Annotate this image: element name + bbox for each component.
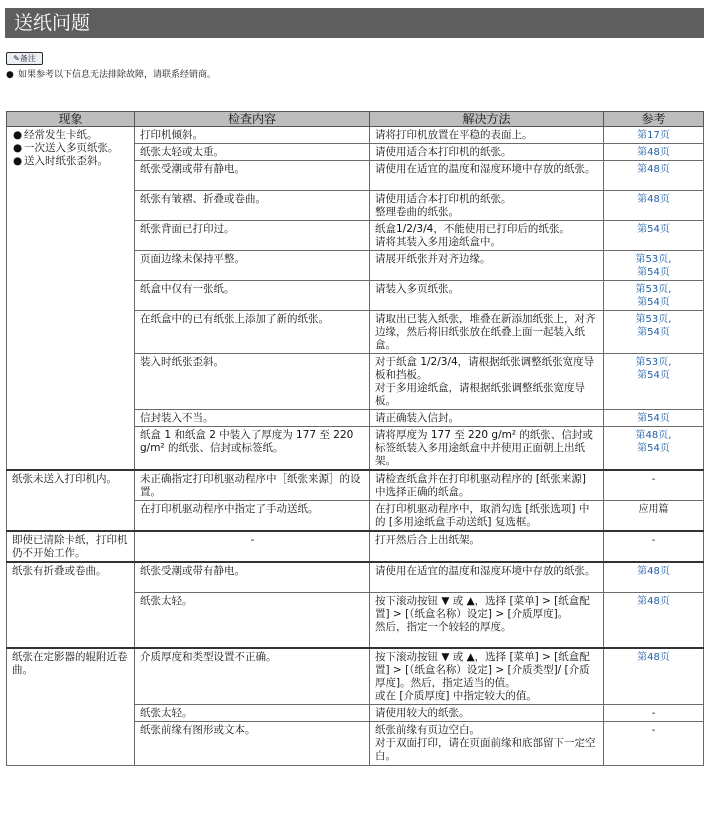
table-row xyxy=(7,648,704,705)
solution-text: 请使用较大的纸张。 xyxy=(375,707,470,719)
reference-cell xyxy=(604,127,704,144)
table-body xyxy=(7,127,704,766)
solution-text: 或在 [介质厚度] 中指定较大的值。 xyxy=(375,690,537,702)
check-cell: 在打印机驱动程序中指定了手动送纸。 xyxy=(135,501,370,532)
check-cell: 纸张太轻。 xyxy=(135,705,370,722)
check-cell: 纸张受潮或带有静电。 xyxy=(135,161,370,191)
symptom-cell xyxy=(7,531,135,562)
solution-text: 请检查纸盒并在打印机驱动程序的 [纸张来源] 中选择正确的纸盒。 xyxy=(375,473,587,498)
solution-text: 请将厚度为 177 至 220 g/m² 的纸张、信封或标签纸装入多用途纸盒中并使用正面朝上出纸架。 xyxy=(375,429,593,467)
solution-cell xyxy=(370,592,604,648)
page-title: 送纸问题 xyxy=(5,8,704,38)
reference-cell xyxy=(604,191,704,221)
reference-cell xyxy=(604,311,704,354)
solution-text: 请展开纸张并对齐边缘。 xyxy=(375,253,491,265)
reference-cell xyxy=(604,722,704,766)
solution-cell xyxy=(370,144,604,161)
check-cell: 纸盒中仅有一张纸。 xyxy=(135,281,370,311)
solution-text: 对于双面打印，请在页面前缘和底部留下一定空白。 xyxy=(375,737,596,762)
reference-cell xyxy=(604,531,704,562)
solution-text: 对于纸盒 1/2/3/4，请根据纸张调整纸张宽度导板和挡板。 xyxy=(375,356,595,381)
page-reference-link[interactable]: 第48页, xyxy=(635,430,672,441)
solution-text: 打开然后合上出纸架。 xyxy=(375,534,480,546)
header-symptom: 现象 xyxy=(7,112,135,127)
symptom-text: 一次送入多页纸张。 xyxy=(24,142,119,154)
reference-cell xyxy=(604,648,704,705)
symptom-cell xyxy=(7,648,135,766)
page-reference-link[interactable]: 第54页 xyxy=(637,413,670,424)
page-reference-link[interactable]: 第53页, xyxy=(635,357,672,368)
reference-cell xyxy=(604,501,704,532)
symptom-item xyxy=(12,142,130,155)
solution-text: 请使用在适宜的温度和湿度环境中存放的纸张。 xyxy=(375,565,596,577)
reference-cell xyxy=(604,705,704,722)
solution-text: 按下滚动按钮 ▼ 或 ▲，选择 [菜单] > [纸盒配置] > [（纸盒名称）设定] > [介质厚度]。 xyxy=(375,594,590,620)
solution-cell xyxy=(370,161,604,191)
solution-cell xyxy=(370,127,604,144)
reference-cell xyxy=(604,281,704,311)
symptom-cell xyxy=(7,127,135,471)
symptom-text: 经常发生卡纸。 xyxy=(24,129,98,141)
check-cell: 纸张太轻或太重。 xyxy=(135,144,370,161)
table-row xyxy=(7,470,704,501)
page-reference-link[interactable]: 第17页 xyxy=(637,130,670,141)
note-badge xyxy=(6,52,43,65)
bullet-icon: ● xyxy=(13,155,23,167)
symptom-text: 纸张有折叠或卷曲。 xyxy=(12,565,107,577)
solution-cell xyxy=(370,470,604,501)
solution-cell xyxy=(370,311,604,354)
solution-text: 请正确装入信封。 xyxy=(375,412,459,424)
symptom-item xyxy=(12,129,130,142)
solution-cell xyxy=(370,427,604,471)
bullet-icon: ● xyxy=(6,70,14,80)
reference-cell xyxy=(604,562,704,592)
check-cell: 页面边缘未保持平整。 xyxy=(135,251,370,281)
symptom-text: 纸张在定影器的辊附近卷曲。 xyxy=(12,651,128,676)
check-cell: 纸张太轻。 xyxy=(135,592,370,648)
solution-text: 请将其装入多用途纸盒中。 xyxy=(375,236,501,248)
check-cell: 纸张受潮或带有静电。 xyxy=(135,562,370,592)
solution-text: 然后，指定一个较轻的厚度。 xyxy=(375,620,512,633)
solution-cell xyxy=(370,191,604,221)
check-cell: 未正确指定打印机驱动程序中［纸张来源］的设置。 xyxy=(135,470,370,501)
page-reference-link[interactable]: 第54页 xyxy=(637,267,670,278)
page-reference-link[interactable]: 第48页 xyxy=(637,194,670,205)
symptom-cell xyxy=(7,562,135,648)
solution-text: 请使用适合本打印机的纸张。 xyxy=(375,146,512,158)
solution-cell xyxy=(370,281,604,311)
solution-cell xyxy=(370,531,604,562)
check-cell: 纸张有皱褶、折叠或卷曲。 xyxy=(135,191,370,221)
solution-text: 纸张前缘有页边空白。 xyxy=(375,724,480,736)
header-solution: 解决方法 xyxy=(370,112,604,127)
solution-text: 请使用适合本打印机的纸张。 xyxy=(375,193,512,205)
page-reference-link[interactable]: 第54页 xyxy=(637,443,670,454)
check-cell: 打印机倾斜。 xyxy=(135,127,370,144)
solution-cell xyxy=(370,251,604,281)
solution-cell xyxy=(370,354,604,410)
reference-cell xyxy=(604,410,704,427)
reference-text: - xyxy=(651,708,656,719)
symptom-item xyxy=(12,155,130,168)
reference-cell xyxy=(604,251,704,281)
page-reference-link[interactable]: 第54页 xyxy=(637,224,670,235)
solution-text: 对于多用途纸盒，请根据纸张调整纸张宽度导板。 xyxy=(375,382,585,407)
troubleshooting-table xyxy=(6,111,704,766)
page-reference-link[interactable]: 第54页 xyxy=(637,370,670,381)
page-reference-link[interactable]: 第53页, xyxy=(635,254,672,265)
page-reference-link[interactable]: 第48页 xyxy=(637,147,670,158)
reference-text: - xyxy=(651,725,656,736)
reference-cell xyxy=(604,354,704,410)
page-reference-link[interactable]: 第53页, xyxy=(635,314,672,325)
solution-cell xyxy=(370,722,604,766)
check-cell: 纸张背面已打印过。 xyxy=(135,221,370,251)
page-reference-link[interactable]: 第48页 xyxy=(637,164,670,175)
check-cell: 装入时纸张歪斜。 xyxy=(135,354,370,410)
page-reference-link[interactable]: 第54页 xyxy=(637,327,670,338)
reference-text: - xyxy=(651,474,656,485)
symptom-list xyxy=(12,129,130,168)
solution-cell xyxy=(370,648,604,705)
symptom-cell xyxy=(7,470,135,531)
table-row xyxy=(7,531,704,562)
table-header-row xyxy=(7,112,704,127)
solution-text: 按下滚动按钮 ▼ 或 ▲，选择 [菜单] > [纸盒配置] > [（纸盒名称）设定] > [介质类型]/ [介质厚度]。然后，指定适当的值。 xyxy=(375,651,590,689)
reference-cell xyxy=(604,161,704,191)
solution-cell xyxy=(370,705,604,722)
page-reference-link[interactable]: 第48页 xyxy=(637,595,670,607)
check-cell: 在纸盒中的已有纸张上添加了新的纸张。 xyxy=(135,311,370,354)
header-check: 检查内容 xyxy=(135,112,370,127)
solution-text: 在打印机驱动程序中，取消勾选 [纸张选项] 中的 [多用途纸盒手动送纸] 复选框。 xyxy=(375,503,590,528)
bullet-icon: ● xyxy=(13,142,23,154)
page-reference-link[interactable]: 第53页, xyxy=(635,284,672,295)
solution-text: 请使用在适宜的温度和湿度环境中存放的纸张。 xyxy=(375,163,596,175)
reference-cell xyxy=(604,470,704,501)
solution-cell xyxy=(370,562,604,592)
bullet-icon: ● xyxy=(13,129,23,141)
pencil-icon: ✎ xyxy=(13,54,20,63)
symptom-text: 纸张未送入打印机内。 xyxy=(12,473,117,485)
reference-cell xyxy=(604,592,704,648)
note-text-line xyxy=(6,69,216,81)
check-cell: 信封装入不当。 xyxy=(135,410,370,427)
solution-cell xyxy=(370,221,604,251)
solution-text: 请取出已装入纸张，堆叠在新添加纸张上，对齐边缘，然后将旧纸张放在纸叠上面一起装入纸盒。 xyxy=(375,313,596,351)
check-cell: 介质厚度和类型设置不正确。 xyxy=(135,648,370,705)
symptom-text: 即使已清除卡纸，打印机仍不开始工作。 xyxy=(12,534,128,559)
table-row xyxy=(7,127,704,144)
check-cell: 纸盒 1 和纸盒 2 中装入了厚度为 177 至 220 g/m² 的纸张、信封或标签纸。 xyxy=(135,427,370,471)
solution-cell xyxy=(370,410,604,427)
solution-text: 整理卷曲的纸张。 xyxy=(375,206,459,218)
header-reference: 参考 xyxy=(604,112,704,127)
page-reference-link[interactable]: 第48页 xyxy=(637,652,670,663)
solution-text: 纸盒1/2/3/4，不能使用已打印后的纸张。 xyxy=(375,223,570,235)
note-text: 如果参考以下信息无法排除故障，请联系经销商。 xyxy=(18,70,217,80)
reference-text: 应用篇 xyxy=(638,504,669,515)
reference-cell xyxy=(604,144,704,161)
page-reference-link[interactable]: 第48页 xyxy=(637,566,670,577)
symptom-text: 送入时纸张歪斜。 xyxy=(24,155,108,167)
note-badge-label: 备注 xyxy=(19,54,36,63)
check-cell: 纸张前缘有图形或文本。 xyxy=(135,722,370,766)
solution-text: 请将打印机放置在平稳的表面上。 xyxy=(375,129,533,141)
check-cell: - xyxy=(135,531,370,562)
solution-text: 请装入多页纸张。 xyxy=(375,283,459,295)
solution-cell xyxy=(370,501,604,532)
table-row xyxy=(7,562,704,592)
reference-text: - xyxy=(651,535,656,546)
page-reference-link[interactable]: 第54页 xyxy=(637,297,670,308)
reference-cell xyxy=(604,221,704,251)
reference-cell xyxy=(604,427,704,471)
